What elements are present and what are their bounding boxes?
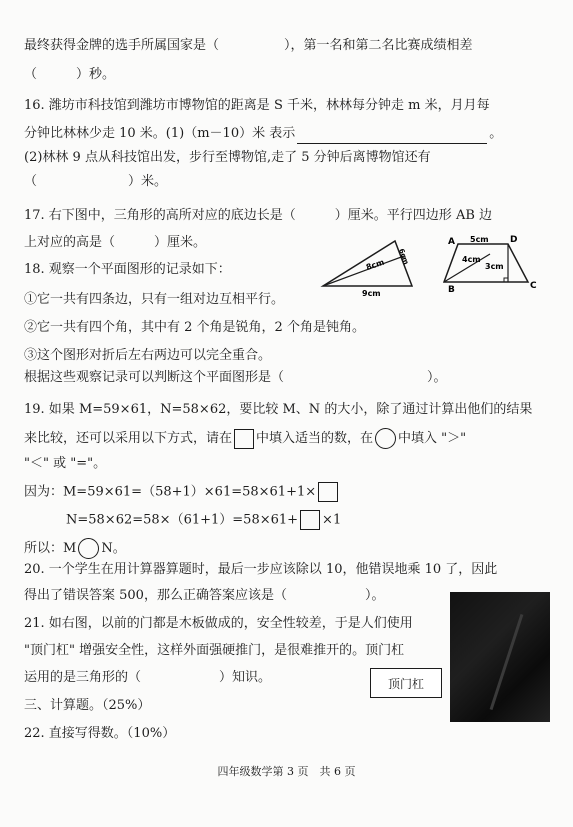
q16-text-line4: （ ）米。	[24, 174, 168, 189]
q18-clue-2: ②它一共有四个角，其中有 2 个角是锐角，2 个角是钝角。	[24, 320, 365, 335]
door-bar-photo	[450, 592, 550, 722]
vertex-c-label: C	[530, 281, 537, 291]
q19-so-n: N。	[101, 541, 126, 556]
q19-m-expression	[24, 482, 340, 503]
door-bar-label: 顶门杠	[370, 668, 442, 698]
q20-text-line2: 得出了错误答案 500，那么正确答案应该是（ ）。	[24, 588, 385, 603]
triangle-figure	[320, 238, 420, 302]
q21-text-line3: 运用的是三角形的（ ）知识。	[24, 670, 272, 685]
q21-text-line2: "顶门杠" 增强安全性，这样外面强硬推门，是很难推开的。顶门杠	[24, 643, 405, 658]
q16-part1-end: 。	[489, 126, 503, 141]
q19-text-line1: 19. 如果 M=59×61，N=58×62，要比较 M、N 的大小，除了通过计算出他们的结果	[24, 402, 533, 417]
door-bar-line	[490, 614, 524, 710]
q16-text-line1: 16. 潍坊市科技馆到潍坊市博物馆的距离是 S 千米，林林每分钟走 m 米，月月每	[24, 98, 490, 113]
parallelogram-top-label: 5cm	[470, 235, 489, 244]
q18-clue-1: ①它一共有四条边，只有一组对边互相平行。	[24, 292, 285, 307]
m-answer-box[interactable]	[318, 482, 338, 502]
q18-clue-3: ③这个图形对折后左右两边可以完全重合。	[24, 348, 272, 363]
parallelogram-figure	[430, 232, 540, 296]
q15-text-line1: 最终获得金牌的选手所属国家是（ ），第一名和第二名比赛成绩相差	[24, 38, 473, 53]
q19-text-line3: "＜" 或 "="。	[24, 456, 107, 471]
q19-instruction-c: 中填入 "＞"	[398, 431, 467, 446]
q16-part1-text: 分钟比林林少走 10 米。(1)（m－10）米 表示	[24, 126, 296, 141]
parallelogram-height-label: 3cm	[485, 262, 504, 271]
section-3-title: 三、计算题。（25%）	[24, 698, 151, 713]
page-footer: 四年级数学第 3 页 共 6 页	[217, 765, 356, 778]
q19-instruction-b: 中填入适当的数，在	[256, 431, 374, 446]
q18-title: 18. 观察一个平面图形的记录如下：	[24, 262, 231, 277]
parallelogram-slant-label: 4cm	[462, 255, 481, 264]
q18-question: 根据这些观察记录可以判断这个平面图形是（ ）。	[24, 370, 447, 385]
q16-answer-line[interactable]	[297, 129, 487, 144]
sample-square-box	[234, 429, 254, 449]
vertex-a-label: A	[448, 237, 455, 247]
q19-m-text: 因为：M=59×61=（58+1）×61=58×61+1×	[24, 484, 317, 500]
q22-title: 22. 直接写得数。（10%）	[24, 726, 176, 741]
q15-text-line2: （ ）秒。	[24, 67, 116, 82]
triangle-height-label: 8cm	[364, 257, 386, 272]
vertex-d-label: D	[510, 235, 518, 245]
triangle-base-label: 9cm	[362, 289, 381, 298]
q17-text-line1: 17. 右下图中，三角形的高所对应的底边长是（ ）厘米。平行四边形 AB 边	[24, 208, 493, 223]
q16-text-line2	[24, 124, 502, 144]
compare-answer-circle[interactable]	[78, 538, 99, 559]
q19-instruction-a: 来比较，还可以采用以下方式，请在	[24, 431, 233, 446]
q19-n-tail: ×1	[322, 512, 342, 528]
q17-text-line2: 上对应的高是（ ）厘米。	[24, 235, 207, 250]
q19-n-expression	[66, 510, 341, 531]
triangle-side-label: 6cm	[396, 247, 411, 266]
q16-text-line3: (2)林林 9 点从科技馆出发，步行至博物馆,走了 5 分钟后离博物馆还有	[24, 150, 431, 165]
q19-so-m: 所以：M	[24, 541, 77, 556]
q19-text-line2	[24, 428, 466, 449]
n-answer-box[interactable]	[300, 510, 320, 530]
q19-n-text: N=58×62=58×（61+1）=58×61+	[66, 512, 299, 528]
q20-text-line1: 20. 一个学生在用计算器算题时，最后一步应该除以 10，他错误地乘 10 了，因此	[24, 562, 498, 577]
sample-circle	[375, 428, 396, 449]
vertex-b-label: B	[448, 285, 455, 292]
q21-text-line1: 21. 如右图，以前的门都是木板做成的，安全性较差，于是人们使用	[24, 616, 413, 631]
q19-compare	[24, 538, 126, 559]
